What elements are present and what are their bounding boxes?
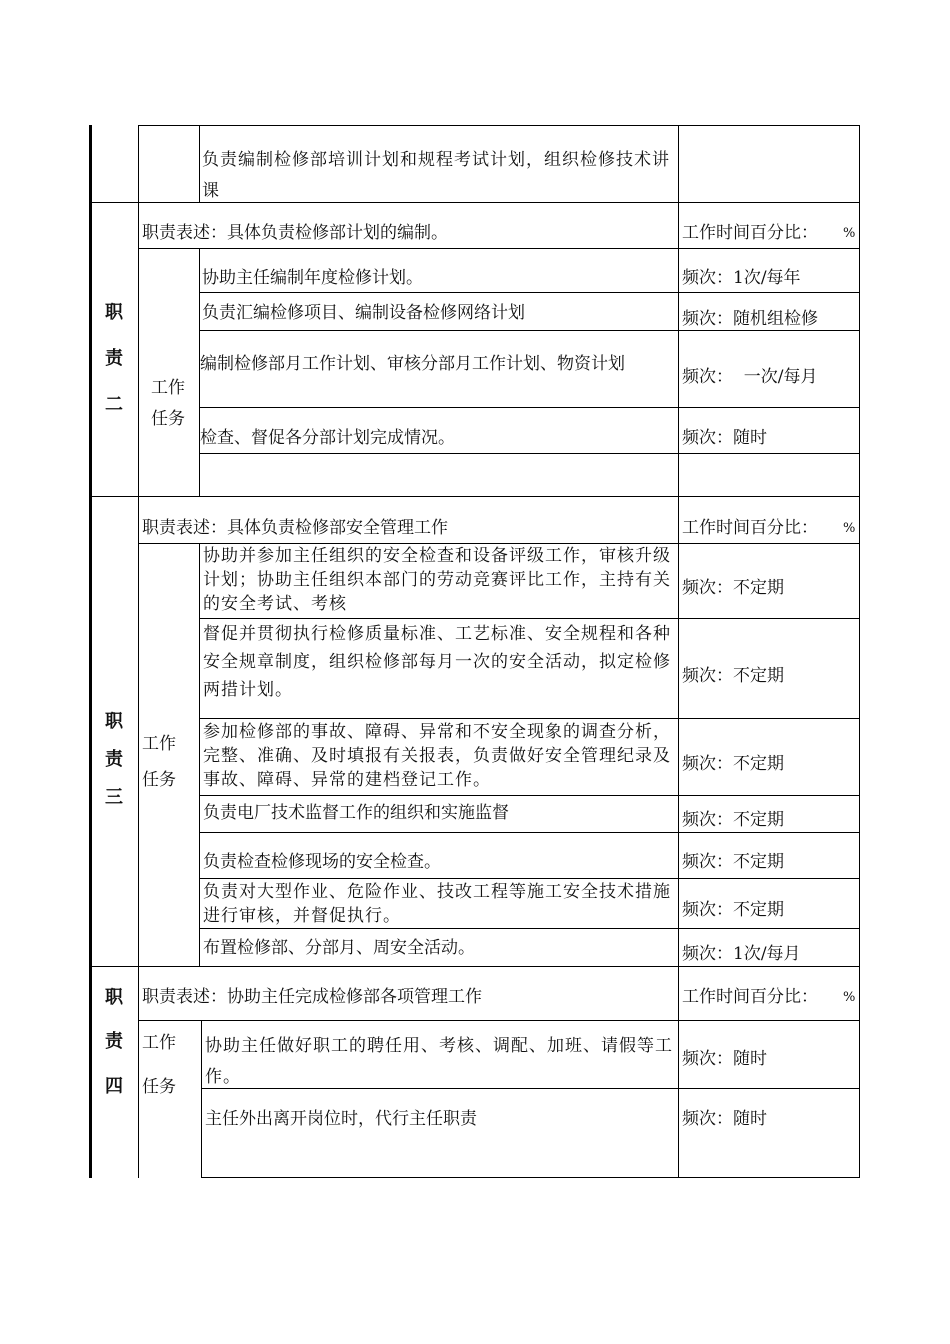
duty-description: 职责表述：协助主任完成检修部各项管理工作 bbox=[142, 987, 482, 1007]
frequency-cell: 频次：不定期 bbox=[682, 810, 784, 830]
duty-label-char: 责 bbox=[105, 1031, 123, 1052]
frequency-cell: 频次：不定期 bbox=[682, 578, 784, 598]
time-percent-unit: % bbox=[843, 521, 856, 536]
table-bottom-border bbox=[201, 1177, 860, 1178]
time-percent-label: 工作时间百分比： bbox=[682, 518, 818, 538]
task-cell: 参加检修部的事故、障碍、异常和不安全现象的调查分析，完整、准确、及时填报有关报表，负责做好安全管理纪录及事故、障碍、异常的建档登记工作。 bbox=[203, 722, 671, 790]
frequency-cell: 频次：随时 bbox=[682, 1109, 767, 1129]
duty-label-char: 职 bbox=[105, 987, 123, 1008]
duty-label-char: 责 bbox=[105, 749, 123, 770]
task-cell: 协助主任做好职工的聘任用、考核、调配、加班、请假等工作。 bbox=[205, 1036, 673, 1087]
duty-label-char: 职 bbox=[105, 711, 123, 732]
time-percent-label: 工作时间百分比： bbox=[682, 223, 818, 243]
task-cell: 督促并贯彻执行检修质量标准、工艺标准、安全规程和各种安全规章制度，组织检修部每月一次的安全活动，拟定检修两措计划。 bbox=[203, 624, 671, 700]
time-percent-unit: % bbox=[843, 226, 856, 241]
time-percent-label: 工作时间百分比： bbox=[682, 987, 818, 1007]
task-cell: 负责电厂技术监督工作的组织和实施监督 bbox=[203, 803, 509, 823]
work-label: 任务 bbox=[142, 770, 176, 790]
table-right-border bbox=[859, 125, 860, 977]
task-cell: 协助并参加主任组织的安全检查和设备评级工作，审核升级计划；协助主任组织本部门的劳动竞赛评比工作，主持有关的安全考试、考核 bbox=[203, 546, 671, 614]
frequency-cell: 频次：不定期 bbox=[682, 852, 784, 872]
task-cell: 布置检修部、分部月、周安全活动。 bbox=[203, 938, 475, 958]
work-label: 任务 bbox=[151, 409, 185, 429]
duty-label-char: 三 bbox=[105, 787, 123, 808]
work-label: 工作 bbox=[142, 734, 176, 754]
duty-description: 职责表述：具体负责检修部计划的编制。 bbox=[142, 223, 448, 243]
frequency-cell: 频次：不定期 bbox=[682, 754, 784, 774]
task-cell: 编制检修部月工作计划、审核分部月工作计划、物资计划 bbox=[200, 354, 625, 374]
frequency-cell: 频次：不定期 bbox=[682, 666, 784, 686]
frequency-cell: 频次： 一次/每月 bbox=[682, 367, 818, 387]
work-label: 任务 bbox=[142, 1077, 176, 1097]
task-cell: 检查、督促各分部计划完成情况。 bbox=[200, 428, 455, 448]
frequency-cell: 频次：随机组检修 bbox=[682, 309, 818, 329]
task-cell: 负责检查检修现场的安全检查。 bbox=[203, 852, 441, 872]
duty-label-char: 四 bbox=[105, 1076, 123, 1097]
frequency-cell: 频次：不定期 bbox=[682, 900, 784, 920]
duty-label-char: 二 bbox=[105, 394, 123, 415]
work-label: 工作 bbox=[151, 378, 185, 398]
task-cell: 负责对大型作业、危险作业、技改工程等施工安全技术措施进行审核，并督促执行。 bbox=[203, 882, 671, 926]
duty-label-char: 职 bbox=[105, 302, 123, 323]
duty-label-char: 责 bbox=[105, 348, 123, 369]
time-percent-unit: % bbox=[843, 990, 856, 1005]
work-label: 工作 bbox=[142, 1033, 176, 1053]
table-left-border bbox=[89, 125, 92, 1178]
duty-description: 职责表述：具体负责检修部安全管理工作 bbox=[142, 518, 448, 538]
frequency-cell: 频次：1次/每年 bbox=[682, 268, 801, 288]
frequency-cell: 频次：1次/每月 bbox=[682, 944, 801, 964]
frequency-cell: 频次：随时 bbox=[682, 1049, 767, 1069]
task-cell: 负责编制检修部培训计划和规程考试计划，组织检修技术讲课 bbox=[202, 150, 670, 201]
task-cell: 协助主任编制年度检修计划。 bbox=[202, 268, 423, 288]
task-cell: 主任外出离开岗位时，代行主任职责 bbox=[205, 1109, 477, 1129]
task-cell: 负责汇编检修项目、编制设备检修网络计划 bbox=[202, 303, 525, 323]
frequency-cell: 频次：随时 bbox=[682, 428, 767, 448]
table-top-border bbox=[138, 125, 860, 126]
